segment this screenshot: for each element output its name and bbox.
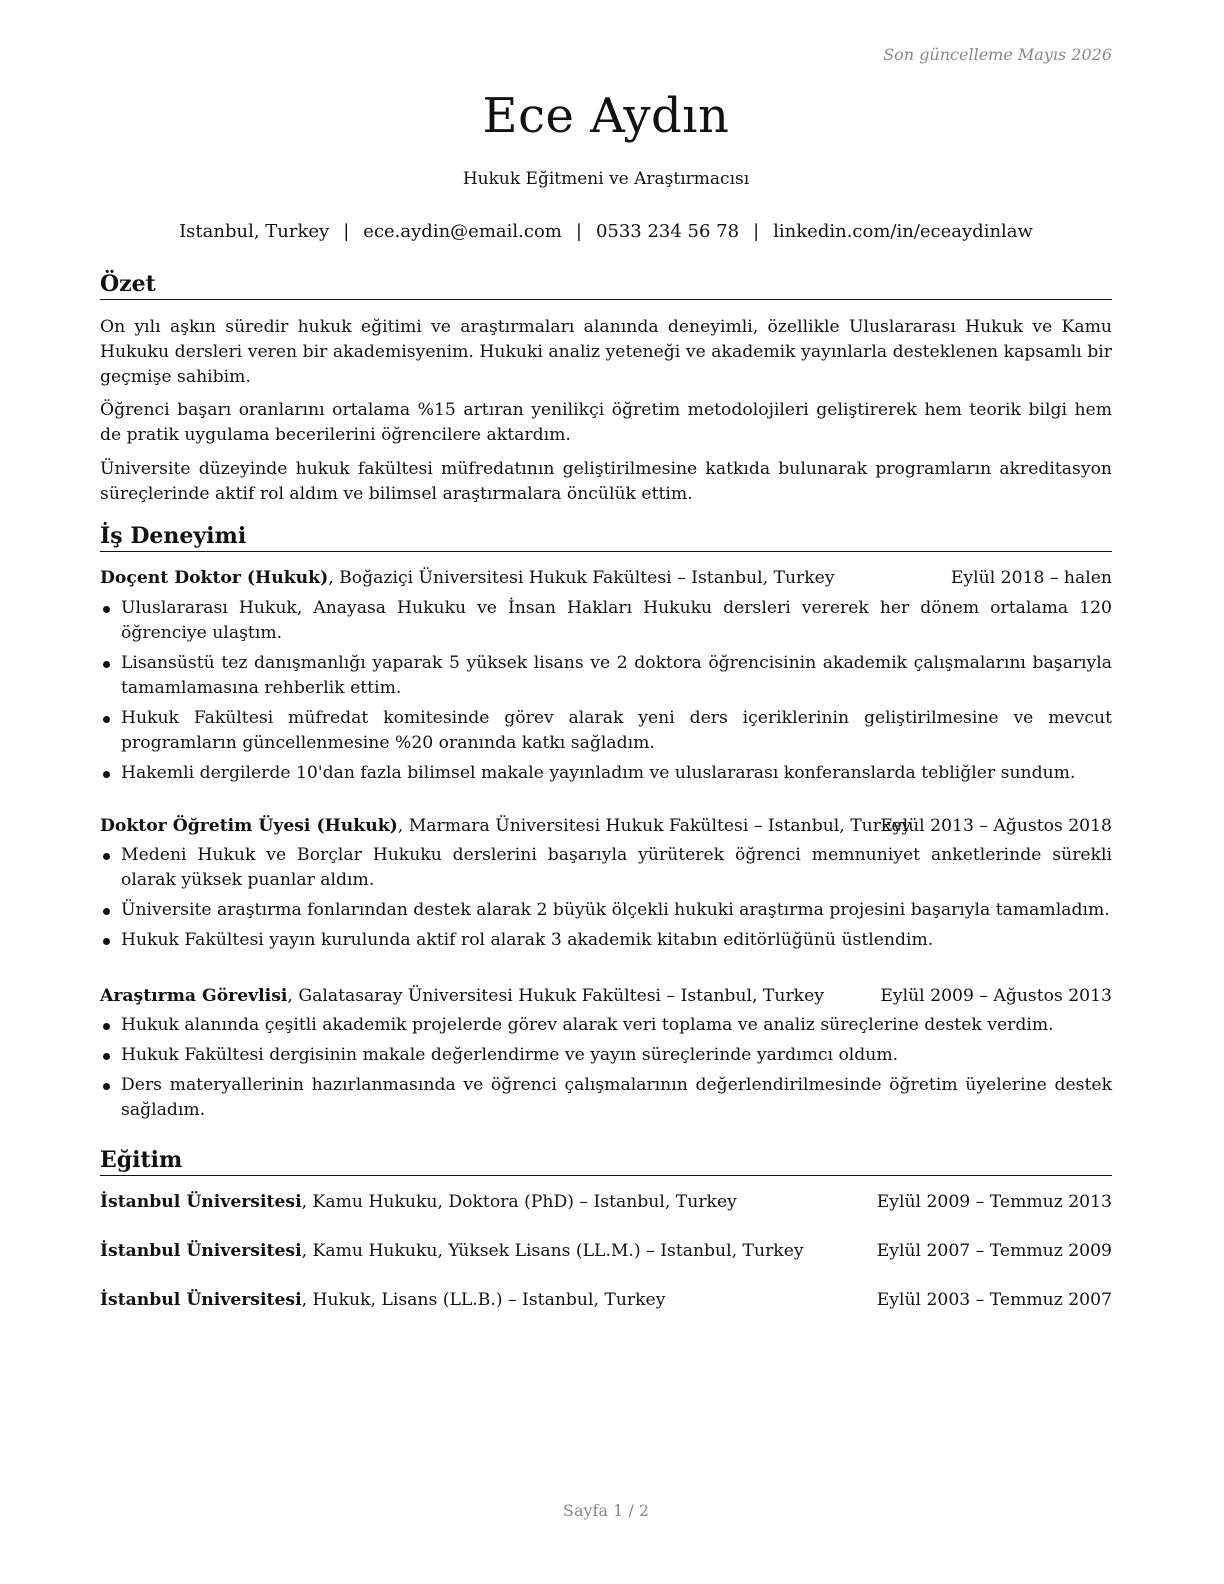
summary-paragraph: Üniversite düzeyinde hukuk fakültesi müfredatının geliştirilmesine katkıda bulunarak programların akreditasyon süreçlerinde aktif rol aldım ve bilimsel araştırmalara öncülük ettim. [100,459,1112,504]
job-bullet: Üniversite araştırma fonlarından destek alarak 2 büyük ölçekli hukuki araştırma projesini başarıyla tamamladım. [100,898,1112,923]
section-heading-summary: Özet [100,270,1112,300]
contact-line [100,220,1112,244]
summary-paragraph: Öğrenci başarı oranlarını ortalama %15 artıran yenilikçi öğretim metodolojileri geliştirerek hem teorik bilgi hem de pratik uygulama becerilerini öğrencilere aktardım. [100,400,1112,445]
job-bullet: Hukuk Fakültesi yayın kurulunda aktif rol alarak 3 akademik kitabın editörlüğünü üstlendim. [100,928,1112,953]
contact-separator: | [575,221,582,242]
person-name: Ece Aydın [482,88,730,144]
job-bullet: Medeni Hukuk ve Borçlar Hukuku derslerini başarıyla yürüterek öğrenci memnuniyet anketlerinde sürekli olarak yüksek puanlar aldım. [100,843,1112,893]
job-bullet: Hukuk alanında çeşitli akademik projelerde görev alarak veri toplama ve analiz süreçlerine destek verdim. [100,1013,1112,1038]
education-item [100,1239,1112,1264]
page-number: Sayfa 1 / 2 [562,1501,649,1520]
job-role: Doktor Öğretim Üyesi (Hukuk) [100,816,398,836]
education-item [100,1288,1112,1313]
education-detail: , Hukuk, Lisans (LL.B.) – Istanbul, Turkey [301,1290,666,1310]
job-header [100,814,1112,839]
section-heading-education: Eğitim [100,1146,1112,1176]
job-dates: Eylül 2009 – Ağustos 2013 [880,986,1112,1006]
job-bullet-list [100,843,1112,958]
education-dates: Eylül 2009 – Temmuz 2013 [876,1192,1112,1212]
summary-paragraph: On yılı aşkın süredir hukuk eğitimi ve araştırmaları alanında deneyimli, özellikle Uluslararası Hukuk ve Kamu Hukuku dersleri veren bir akademisyenim. Hukuki analiz yeteneği ve akademik yayınlarla desteklenen kapsamlı bir geçmişe sahibim. [100,317,1112,387]
contact-email[interactable]: ece.aydin@email.com [363,221,562,242]
job-bullet: Hakemli dergilerde 10'dan fazla bilimsel makale yayınladım ve uluslararası konferanslarda tebliğler sundum. [100,761,1112,786]
education-dates: Eylül 2003 – Temmuz 2007 [876,1290,1112,1310]
person-title: Hukuk Eğitmeni ve Araştırmacısı [462,169,750,189]
job-header [100,984,1112,1009]
job-dates: Eylül 2013 – Ağustos 2018 [880,816,1112,836]
education-school: İstanbul Üniversitesi [100,1241,302,1261]
education-school: İstanbul Üniversitesi [100,1290,302,1310]
education-school: İstanbul Üniversitesi [100,1192,302,1212]
contact-separator: | [753,221,760,242]
job-role: Doçent Doktor (Hukuk) [100,568,329,588]
education-detail: , Kamu Hukuku, Doktora (PhD) – Istanbul, Turkey [301,1192,737,1212]
education-item [100,1190,1112,1215]
job-bullet: Hukuk Fakültesi müfredat komitesinde görev alarak yeni ders içeriklerinin geliştirilmesine ve mevcut programların güncellenmesine %20 oranında katkı sağladım. [100,706,1112,756]
job-bullet: Ders materyallerinin hazırlanmasında ve öğrenci çalışmalarının değerlendirilmesinde öğretim üyelerine destek sağladım. [100,1073,1112,1123]
job-bullet-list [100,596,1112,791]
contact-linkedin[interactable]: linkedin.com/in/eceaydinlaw [773,221,1033,242]
resume-page [100,0,1112,1584]
job-organization: , Marmara Üniversitesi Hukuk Fakültesi – Istanbul, Turkey [397,816,912,836]
last-updated: Son güncelleme Mayıs 2026 [883,45,1112,64]
education-dates: Eylül 2007 – Temmuz 2009 [876,1241,1112,1261]
section-heading-experience: İş Deneyimi [100,522,1112,552]
job-bullet: Hukuk Fakültesi dergisinin makale değerlendirme ve yayın süreçlerinde yardımcı oldum. [100,1043,1112,1068]
job-dates: Eylül 2018 – halen [950,568,1112,588]
education-detail: , Kamu Hukuku, Yüksek Lisans (LL.M.) – Istanbul, Turkey [301,1241,804,1261]
job-organization: , Galatasaray Üniversitesi Hukuk Fakültesi – Istanbul, Turkey [287,986,824,1006]
contact-phone: 0533 234 56 78 [595,221,740,242]
contact-separator: | [343,221,350,242]
job-bullet-list [100,1013,1112,1128]
job-organization: , Boğaziçi Üniversitesi Hukuk Fakültesi – Istanbul, Turkey [328,568,835,588]
job-bullet: Lisansüstü tez danışmanlığı yaparak 5 yüksek lisans ve 2 doktora öğrencisinin akademik çalışmalarını başarıyla tamamlamasına rehberlik ettim. [100,651,1112,701]
job-bullet: Uluslararası Hukuk, Anayasa Hukuku ve İnsan Hakları Hukuku dersleri vererek her dönem ortalama 120 öğrenciye ulaştım. [100,596,1112,646]
job-header [100,566,1112,591]
contact-location: Istanbul, Turkey [179,221,330,242]
job-role: Araştırma Görevlisi [100,986,288,1006]
